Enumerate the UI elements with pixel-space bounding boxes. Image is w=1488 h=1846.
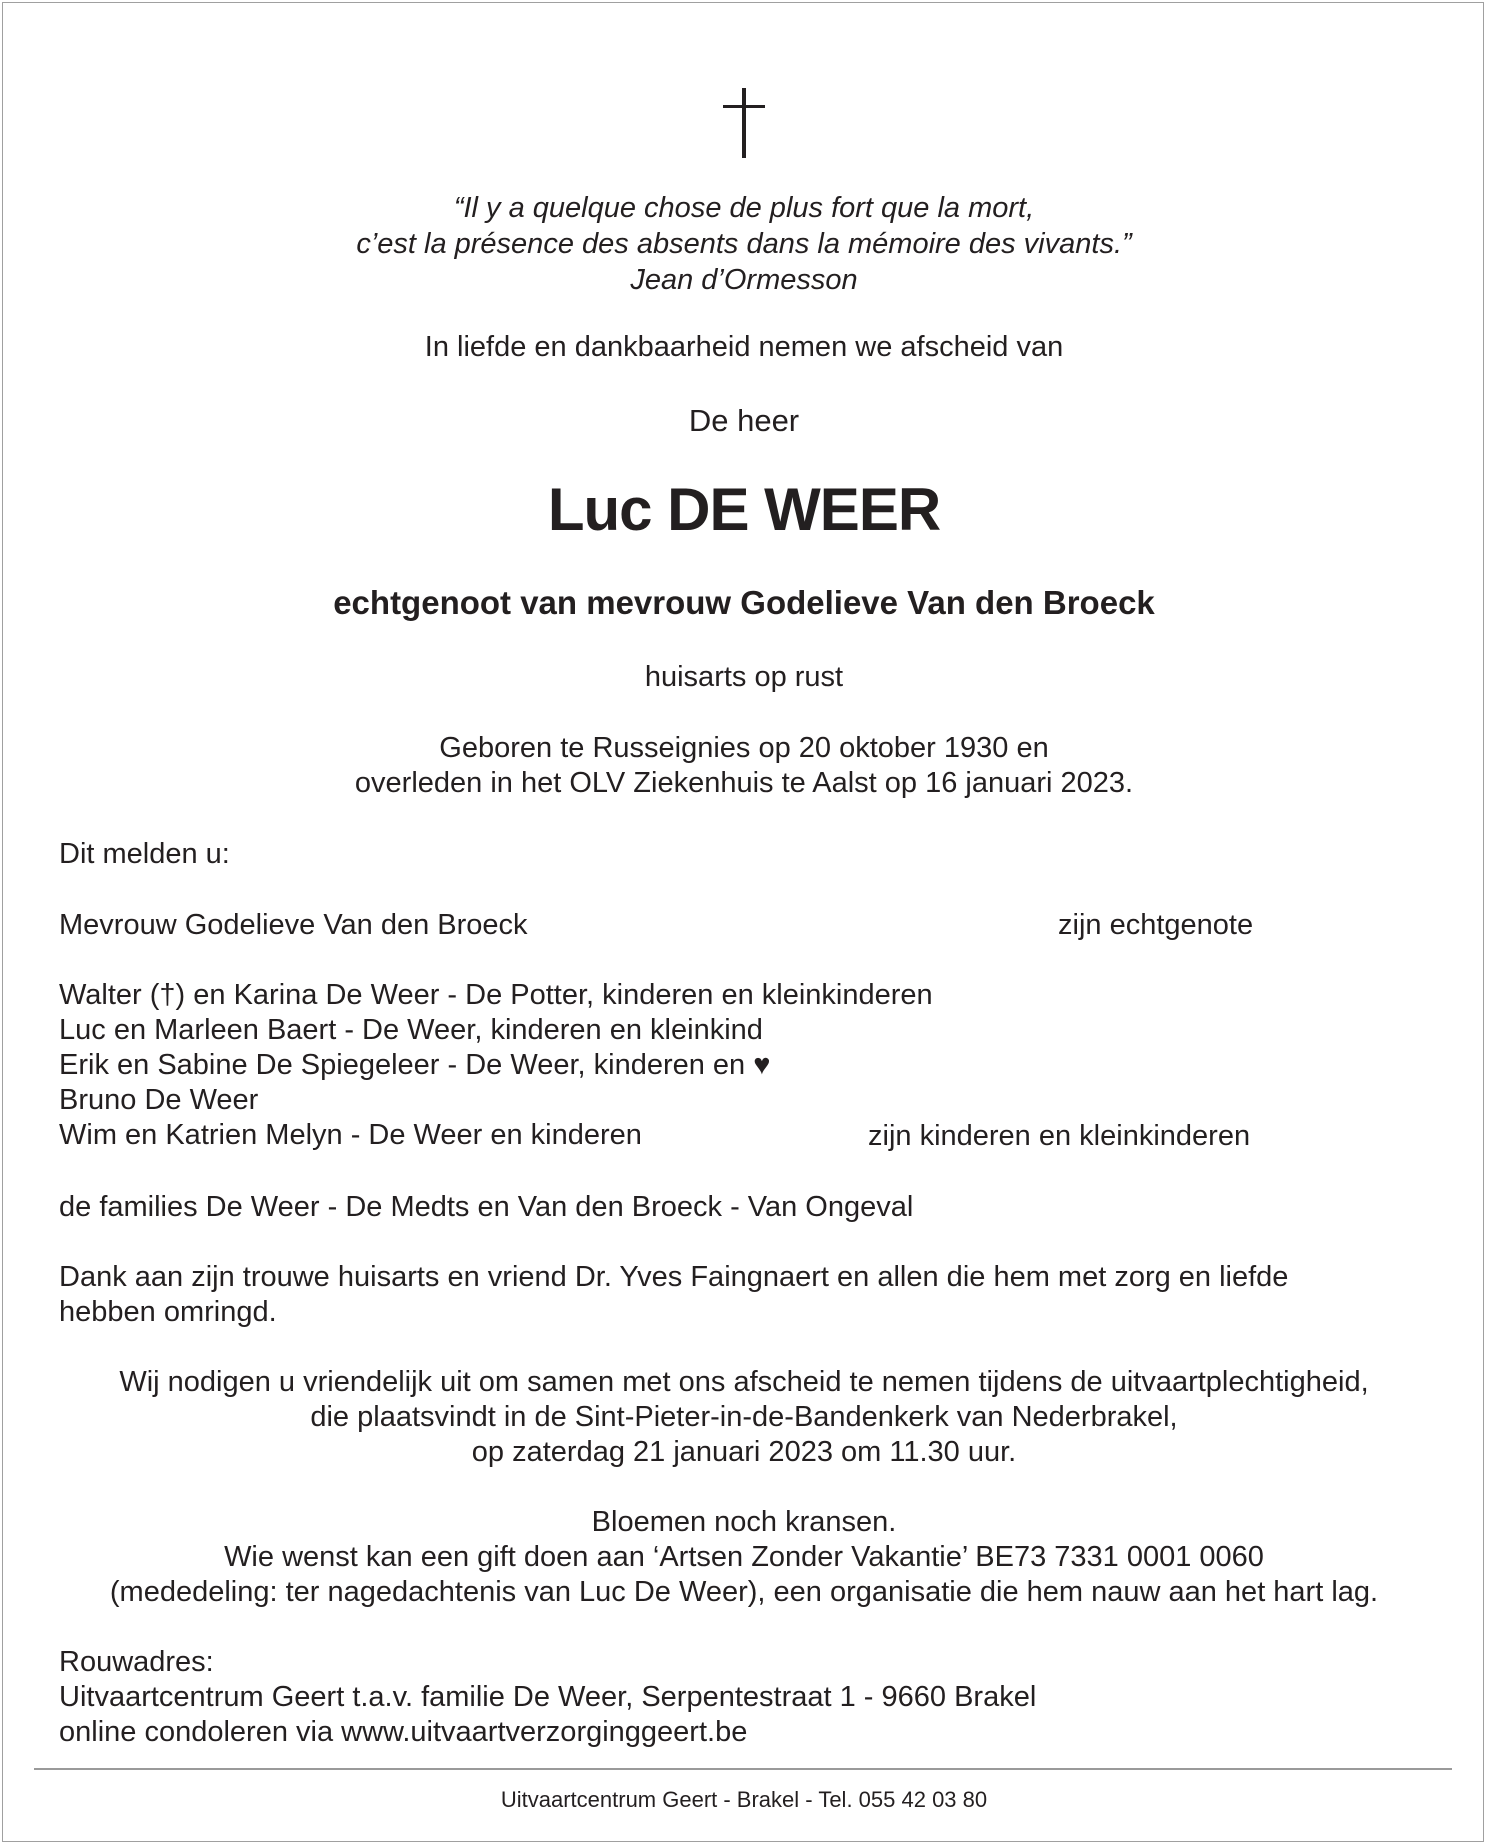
flowers-info xyxy=(0,1505,1488,1610)
profession: huisarts op rust xyxy=(644,661,844,693)
thanks-text xyxy=(59,1260,1439,1330)
list-item: Wim en Katrien Melyn - De Weer en kinderen xyxy=(59,1119,642,1151)
list-item: Bruno De Weer xyxy=(59,1084,259,1116)
ceremony-line-2: die plaatsvindt in de Sint-Pieter-in-de-Bandenkerk van Nederbrakel, xyxy=(310,1401,1178,1433)
quote-author: Jean d’Ormesson xyxy=(630,264,858,296)
address-line: Uitvaartcentrum Geert t.a.v. familie De Weer, Serpentestraat 1 - 9660 Brakel xyxy=(59,1681,1037,1713)
flowers-line-3: (mededeling: ter nagedachtenis van Luc De Weer), een organisatie die hem nauw aan het hart lag. xyxy=(109,1576,1379,1608)
list-item: Luc en Marleen Baert - De Weer, kinderen en kleinkind xyxy=(59,1014,763,1046)
title-text: De heer xyxy=(688,403,800,438)
list-item: Walter (†) en Karina De Weer - De Potter, kinderen en kleinkinderen xyxy=(59,979,933,1011)
spouse-line: echtgenoot van mevrouw Godelieve Van den Broeck xyxy=(333,584,1155,621)
condolence-link[interactable]: online condoleren via www.uitvaartverzorginggeert.be xyxy=(59,1716,748,1748)
thanks-line-2: hebben omringd. xyxy=(59,1296,277,1328)
widow-name: Mevrouw Godelieve Van den Broeck xyxy=(59,909,528,941)
thanks-line-1: Dank aan zijn trouwe huisarts en vriend Dr. Yves Faingnaert en allen die hem met zorg en liefde xyxy=(59,1261,1289,1293)
ceremony-line-3: op zaterdag 21 januari 2023 om 11.30 uur. xyxy=(471,1436,1017,1468)
deceased-name: Luc DE WEER xyxy=(547,476,941,543)
flowers-line-1: Bloemen noch kransen. xyxy=(591,1506,897,1538)
ceremony-line-1: Wij nodigen u vriendelijk uit om samen met ons afscheid te nemen tijdens de uitvaartplechtigheid, xyxy=(119,1366,1369,1398)
list-item: Erik en Sabine De Spiegeleer - De Weer, kinderen en ♥ xyxy=(59,1049,771,1081)
flowers-line-2: Wie wenst kan een gift doen aan ‘Artsen Zonder Vakantie’ BE73 7331 0001 0060 xyxy=(224,1541,1264,1573)
families-line: de families De Weer - De Medts en Van den Broeck - Van Ongeval xyxy=(59,1191,914,1223)
quote-line-2: c’est la présence des absents dans la mémoire des vivants.” xyxy=(356,228,1132,260)
address-label: Rouwadres: xyxy=(59,1646,214,1678)
mourning-address xyxy=(59,1645,1036,1750)
birth-line: Geboren te Russeignies op 20 oktober 1930 en xyxy=(439,732,1049,764)
quote xyxy=(0,190,1488,298)
children-relation: zijn kinderen en kleinkinderen xyxy=(868,1120,1251,1152)
widow-relation: zijn echtgenote xyxy=(1058,909,1254,941)
footer-divider xyxy=(34,1768,1452,1770)
death-line: overleden in het OLV Ziekenhuis te Aalst op 16 januari 2023. xyxy=(354,767,1134,799)
children-list xyxy=(59,978,933,1153)
footer-text: Uitvaartcentrum Geert - Brakel - Tel. 055 42 03 80 xyxy=(500,1787,988,1812)
quote-line-1: “Il y a quelque chose de plus fort que la mort, xyxy=(453,192,1035,224)
ceremony-info xyxy=(0,1365,1488,1470)
birth-death xyxy=(0,731,1488,801)
cross-icon xyxy=(723,88,765,158)
announce-text: Dit melden u: xyxy=(59,838,230,870)
intro-text: In liefde en dankbaarheid nemen we afscheid van xyxy=(424,331,1064,363)
